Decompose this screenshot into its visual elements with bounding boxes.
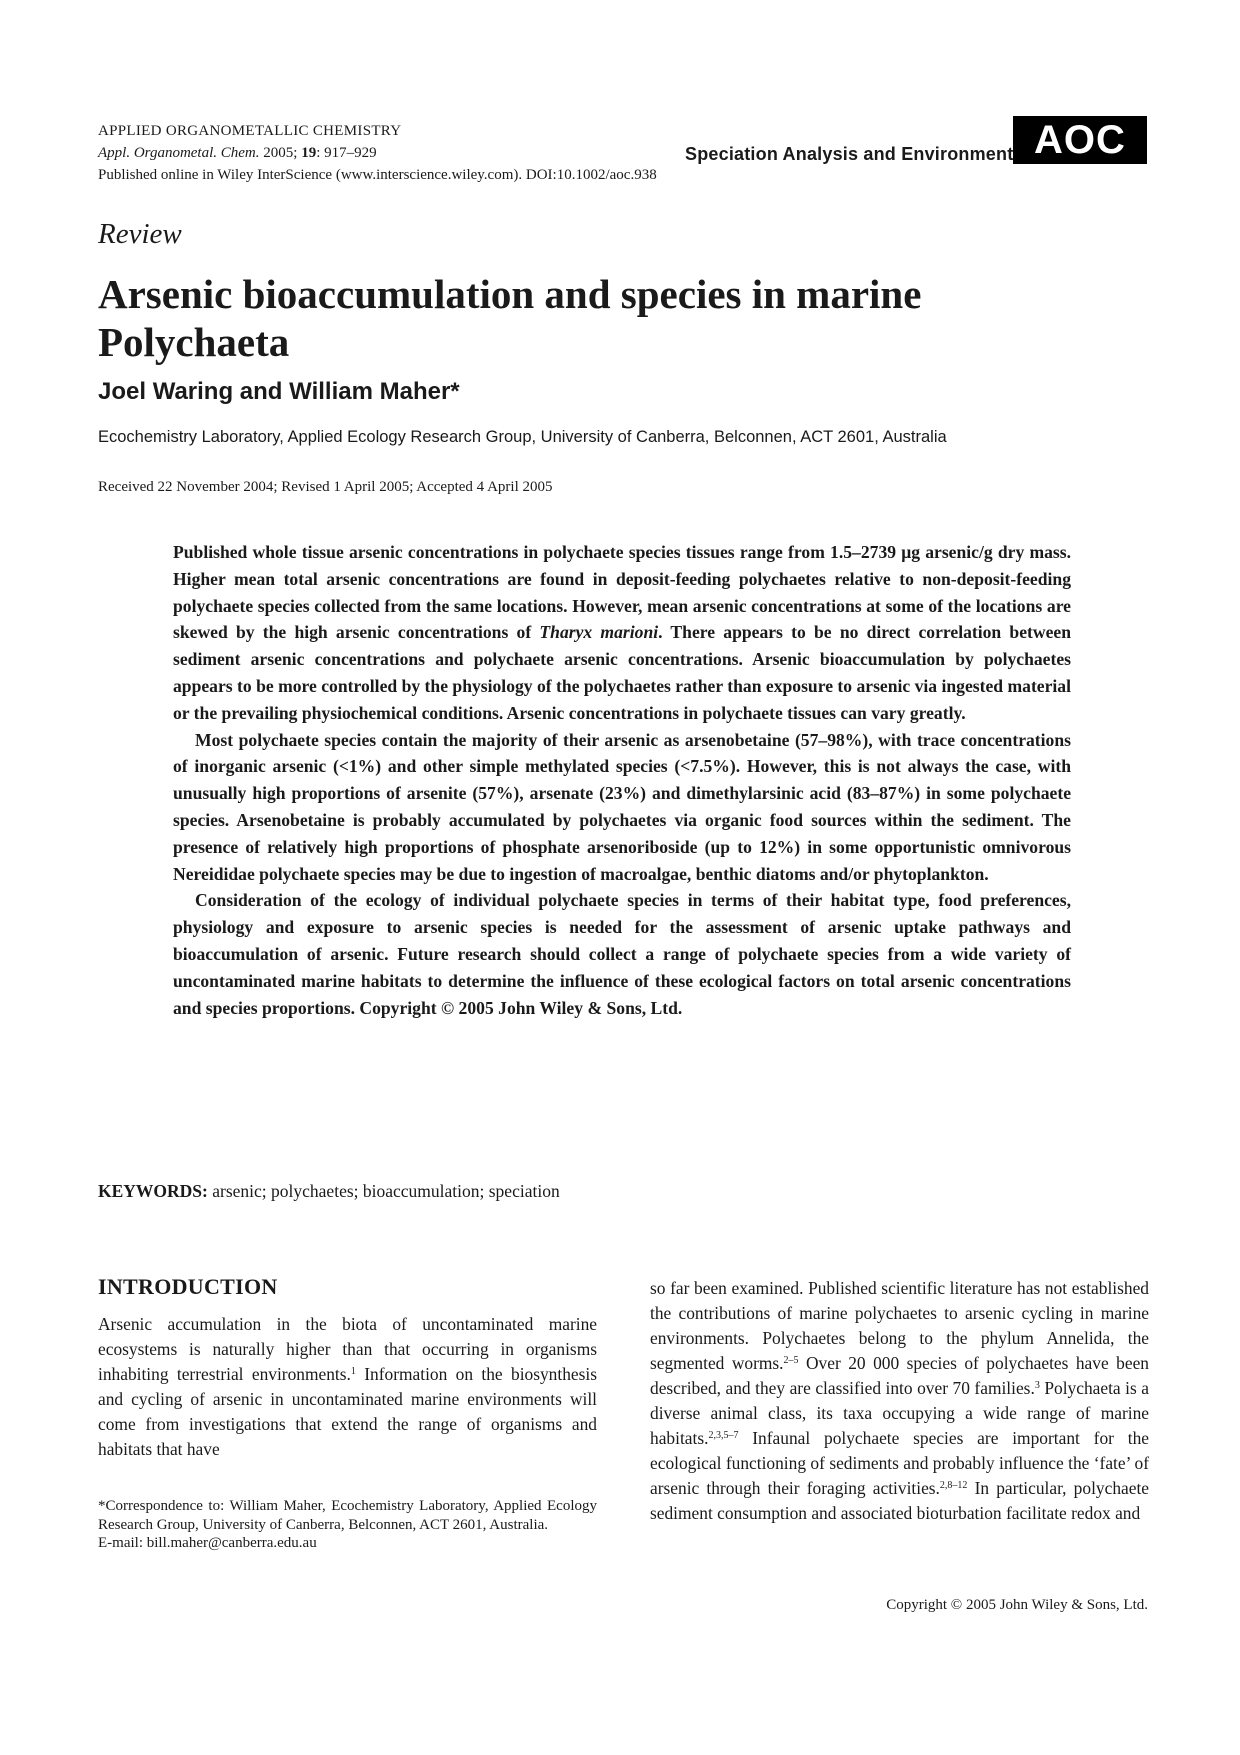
body-text: Over 20 000 species of polychaetes have been described, and they are classified into over 70 families. xyxy=(650,1353,1149,1398)
keywords-text: arsenic; polychaetes; bioaccumulation; speciation xyxy=(207,1181,560,1201)
reference-superscript[interactable]: 3 xyxy=(1034,1380,1040,1391)
keywords-label: KEYWORDS: xyxy=(98,1181,208,1201)
body-text: Arsenic accumulation in the biota of uncontaminated marine ecosystems is naturally higher than that occurring in organisms inhabiting terrestrial environments. xyxy=(98,1314,597,1384)
intro-paragraph-right xyxy=(650,1276,1149,1526)
species-name: Tharyx marioni xyxy=(539,622,659,643)
title-line-1: Arsenic bioaccumulation and species in marine xyxy=(98,271,922,317)
intro-paragraph-left xyxy=(98,1312,597,1462)
received-dates: Received 22 November 2004; Revised 1 April 2005; Accepted 4 April 2005 xyxy=(98,479,553,495)
affiliation: Ecochemistry Laboratory, Applied Ecology Research Group, University of Canberra, Belconnen, ACT 2601, Australia xyxy=(98,428,947,446)
body-text: Infaunal polychaete species are important for the ecological functioning of sediments and probably influence the ‘fate’ of arsenic through their foraging activities. xyxy=(650,1428,1149,1498)
correspondence-footnote xyxy=(98,1497,597,1553)
email-text[interactable]: E-mail: bill.maher@canberra.edu.au xyxy=(98,1535,317,1551)
body-text: so far been examined. Published scientific literature has not established the contributions of marine polychaetes to arsenic cycling in marine environments. Polychaetes belong to the phylum Annelida, the segmented worms. xyxy=(650,1278,1149,1373)
abstract-paragraph-3: Consideration of the ecology of individual polychaete species in terms of their habitat type, food preferences, physiology and exposure to arsenic species is needed for the assessment of arsenic uptake pathways and bioaccumulation of arsenic. Future research should collect a range of polychaete species from a wide variety of uncontaminated marine habitats to determine the influence of these ecological factors on total arsenic concentrations and species proportions. Copyright © 2005 John Wiley & Sons, Ltd. xyxy=(173,890,1071,1018)
abstract xyxy=(173,539,1071,1021)
citation-line xyxy=(98,145,377,161)
citation-year: 2005; xyxy=(259,145,302,161)
journal-logo: AOC xyxy=(1013,116,1147,164)
citation-pages: : 917–929 xyxy=(316,145,377,161)
body-text: Polychaeta is a diverse animal class, its taxa occupying a wide range of marine habitats. xyxy=(650,1378,1149,1448)
left-column xyxy=(98,1312,597,1462)
title-line-2: Polychaeta xyxy=(98,319,290,365)
citation-volume: 19 xyxy=(301,145,317,161)
body-text: Information on the biosynthesis and cycling of arsenic in uncontaminated marine environments will come from investigations that extend the range of organisms and habitats that have xyxy=(98,1364,597,1459)
abstract-text: . There appears to be no direct correlation between sediment arsenic concentrations and polychaete arsenic concentrations. Arsenic bioaccumulation by polychaetes appears to be more controlled by the physiology of the polychaetes rather than exposure to arsenic via ingested material or the prevailing physiochemical conditions. Arsenic concentrations in polychaete tissues can vary greatly. xyxy=(173,622,1071,723)
reference-superscript[interactable]: 2,3,5–7 xyxy=(708,1430,739,1441)
published-online-line: Published online in Wiley InterScience (www.interscience.wiley.com). DOI:10.1002/aoc.938 xyxy=(98,167,657,183)
section-label: Speciation Analysis and Environment xyxy=(685,144,1014,164)
abstract-text: Published whole tissue arsenic concentrations in polychaete species tissues range from 1.5–2739 μg arsenic/g dry mass. Higher mean total arsenic concentrations are found in deposit-feeding polychaetes relative to non-deposit-feeding polychaete species collected from the same locations. However, mean arsenic concentrations at some of the locations are skewed by the high arsenic concentrations of xyxy=(173,542,1071,643)
correspondence-text: *Correspondence to: William Maher, Ecochemistry Laboratory, Applied Ecology Research Group, University of Canberra, Belconnen, ACT 2601, Australia. xyxy=(98,1498,597,1533)
abstract-paragraph-1 xyxy=(173,539,1071,727)
article-title xyxy=(98,270,1098,366)
abstract-paragraph-2: Most polychaete species contain the majority of their arsenic as arsenobetaine (57–98%), with trace concentrations of inorganic arsenic (<1%) and other simple methylated species (<7.5%). However, this is not always the case, with unusually high proportions of arsenite (57%), arsenate (23%) and dimethylarsinic acid (83–87%) in some polychaete species. Arsenobetaine is probably accumulated by polychaetes via organic food sources within the sediment. The presence of relatively high proportions of phosphate arsenoriboside (up to 12%) in some opportunistic omnivorous Nereididae polychaete species may be due to ingestion of macroalgae, benthic diatoms and/or phytoplankton. xyxy=(173,729,1071,884)
footer-copyright: Copyright © 2005 John Wiley & Sons, Ltd. xyxy=(886,1597,1148,1613)
section-heading-introduction: INTRODUCTION xyxy=(98,1274,278,1299)
reference-superscript[interactable]: 2–5 xyxy=(783,1355,799,1366)
body-text: In particular, polychaete sediment consumption and associated bioturbation facilitate redox and xyxy=(650,1478,1149,1523)
right-column xyxy=(650,1276,1149,1526)
journal-title: APPLIED ORGANOMETALLIC CHEMISTRY xyxy=(98,123,402,139)
keywords xyxy=(98,1181,560,1202)
citation-journal: Appl. Organometal. Chem. xyxy=(98,145,260,161)
article-type: Review xyxy=(98,218,182,250)
reference-superscript[interactable]: 2,8–12 xyxy=(939,1480,968,1491)
reference-superscript[interactable]: 1 xyxy=(350,1366,356,1377)
authors: Joel Waring and William Maher* xyxy=(98,378,460,405)
